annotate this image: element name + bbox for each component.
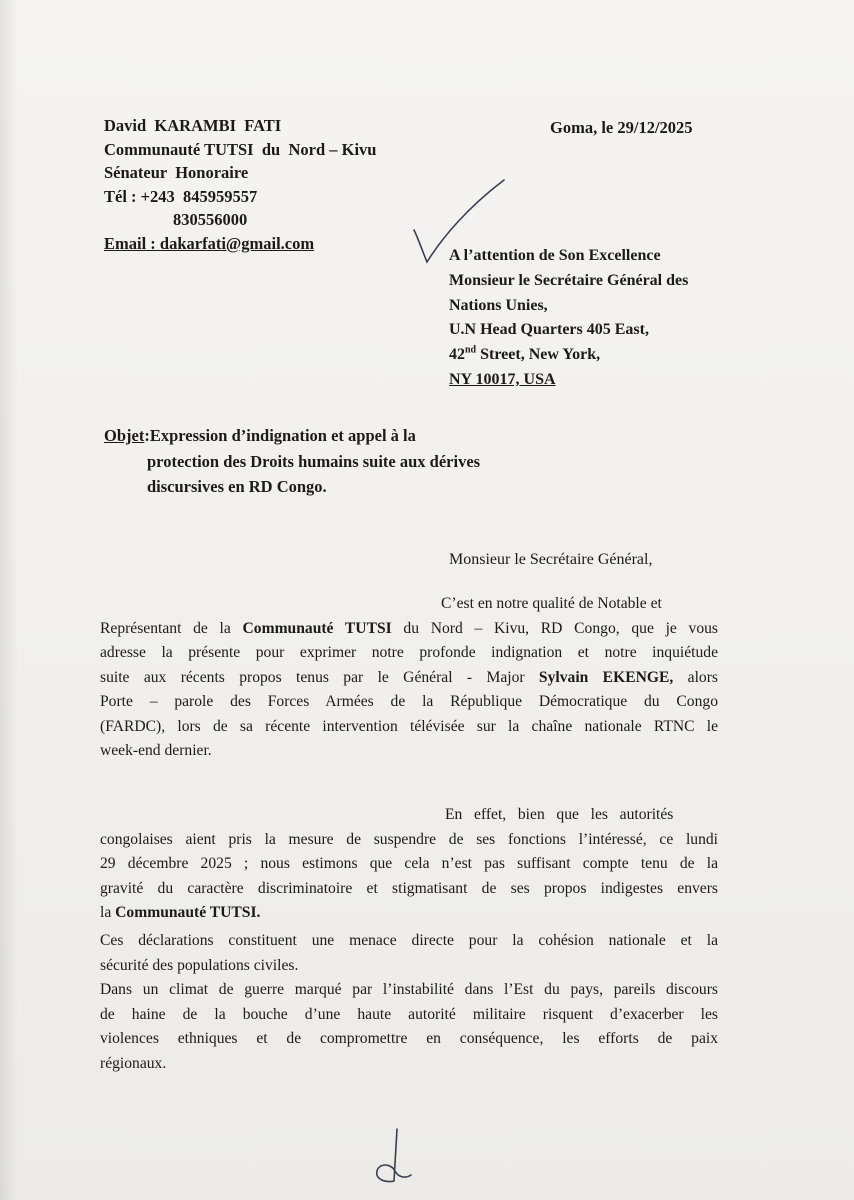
p3-line-1: Ces déclarations constituent une menace directe pour la cohésion nationale et la (100, 932, 718, 949)
p1-line-6: (FARDC), lors de sa récente intervention télévisée sur la chaîne nationale RTNC le (100, 717, 718, 735)
p1-l4-bold: Sylvain EKENGE, (538, 668, 674, 686)
paragraph-3 (100, 929, 718, 978)
sender-title: Sénateur Honoraire (104, 163, 249, 182)
sender-phone-1: Tél : +243 845959557 (104, 186, 258, 206)
p1-l2-text-a: Représentant de la (100, 619, 243, 637)
p2-line-1: En effet, bien que les autorités (445, 806, 674, 823)
subject-line-3: discursives en RD Congo. (147, 477, 327, 496)
recipient-line-1: A l’attention de Son Excellence (449, 247, 661, 264)
p1-line-3: adresse la présente pour exprimer notre profonde indignation et notre inquiétude (100, 644, 718, 661)
sender-block (104, 114, 376, 255)
recipient-line-5 (449, 343, 688, 368)
recipient-line-2: Monsieur le Secrétaire Général des (449, 271, 689, 289)
sender-phone-2: 830556000 (173, 210, 248, 229)
p2-line-2: congolaises aient pris la mesure de suspendre de ses fonctions l’intéressé, ce lundi (100, 830, 718, 848)
p1-line-7: week-end dernier. (100, 742, 212, 759)
page-edge-shadow (0, 0, 18, 1200)
paragraph-2 (100, 803, 718, 926)
salutation: Monsieur le Secrétaire Général, (449, 551, 653, 568)
p1-l4-text-c: alors (673, 668, 718, 686)
p4-line-1: Dans un climat de guerre marqué par l’instabilité dans l’Est du pays, pareils discours (100, 981, 718, 998)
p2-line-3: 29 décembre 2025 ; nous estimons que cela n’est pas suffisant compte tenu de la (100, 855, 718, 872)
subject-line-2: protection des Droits humains suite aux dérives (147, 451, 481, 471)
letter-date: Goma, le 29/12/2025 (550, 118, 693, 137)
p1-l2-bold: Communauté TUTSI (242, 619, 392, 637)
street-ordinal: nd (465, 344, 477, 356)
p2-line-4: gravité du caractère discriminatoire et stigmatisant de ses propos indigestes envers (100, 879, 718, 897)
p2-l5-text-a: la (100, 904, 116, 921)
p1-l2-text-c: du Nord – Kivu, RD Congo, que je vous (391, 619, 718, 637)
p2-l5-bold: Communauté TUTSI. (115, 904, 261, 921)
street-rest: Street, New York, (476, 346, 601, 364)
recipient-line-4: U.N Head Quarters 405 East, (449, 321, 649, 339)
sender-name: David KARAMBI FATI (104, 116, 282, 135)
subject-line-1 (104, 423, 480, 449)
p1-line-1: C’est en notre qualité de Notable et (441, 595, 662, 612)
p4-line-2: de haine de la bouche d’une haute autorité militaire risquent d’exacerber les (100, 1005, 718, 1023)
p4-line-3: violences ethniques et de compromettre en conséquence, les efforts de paix (100, 1030, 718, 1047)
p3-line-2: sécurité des populations civiles. (100, 956, 299, 974)
paragraph-1 (100, 592, 718, 764)
recipient-line-6: NY 10017, USA (449, 370, 556, 388)
sender-email: Email : dakarfati@gmail.com (104, 233, 315, 253)
recipient-block (449, 244, 688, 393)
sender-community: Communauté TUTSI du Nord – Kivu (104, 139, 377, 159)
p1-l4-text-a: suite aux récents propos tenus par le Général - Major (100, 668, 539, 686)
p1-line-5: Porte – parole des Forces Armées de la République Démocratique du Congo (100, 693, 718, 710)
recipient-line-3: Nations Unies, (449, 296, 548, 314)
p1-line-4 (100, 666, 718, 691)
subject-block (104, 423, 480, 500)
p4-line-4: régionaux. (100, 1054, 167, 1072)
p2-line-5 (100, 901, 718, 926)
paragraph-4 (100, 978, 718, 1076)
subject-label: Objet (104, 426, 145, 445)
subject-text-1: :Expression d’indignation et appel à la (144, 426, 416, 445)
handwritten-initial-signature-icon (365, 1125, 425, 1190)
street-number: 42 (449, 346, 465, 364)
p1-line-2 (100, 617, 718, 642)
